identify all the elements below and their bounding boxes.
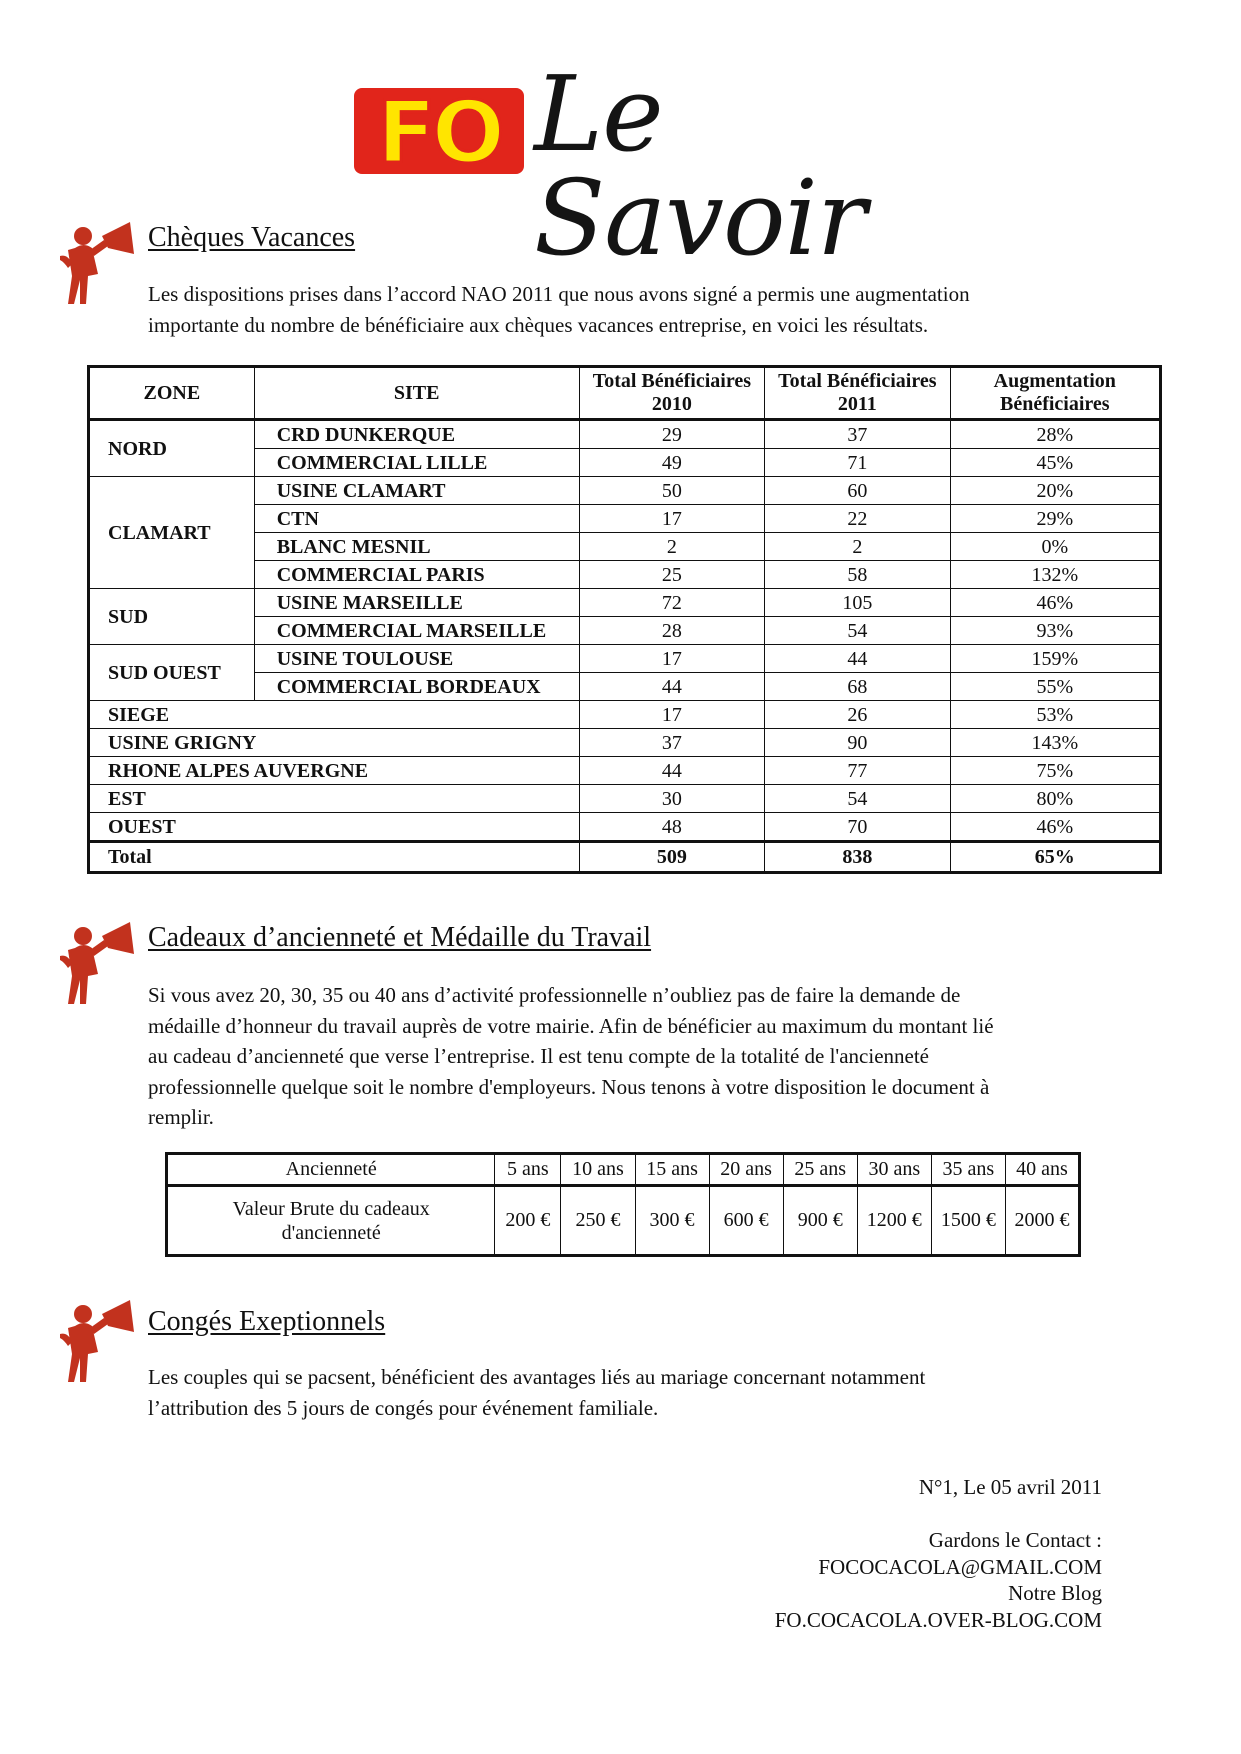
table-row bbox=[89, 729, 1161, 757]
anciennete-value-cell: 200 € bbox=[495, 1186, 561, 1256]
table-row bbox=[89, 420, 1161, 449]
anciennete-year-cell: 30 ans bbox=[857, 1154, 931, 1186]
anciennete-years-row bbox=[167, 1154, 1080, 1186]
total-2011-cell: 70 bbox=[765, 813, 950, 842]
augmentation-cell: 80% bbox=[950, 785, 1160, 813]
anciennete-year-cell: 20 ans bbox=[709, 1154, 783, 1186]
zone-cell: SUD OUEST bbox=[89, 645, 255, 701]
site-cell: COMMERCIAL LILLE bbox=[254, 449, 579, 477]
augmentation-cell: 132% bbox=[950, 561, 1160, 589]
anciennete-year-cell: 5 ans bbox=[495, 1154, 561, 1186]
zone-cell: SUD bbox=[89, 589, 255, 645]
total-2010-cell: 509 bbox=[579, 842, 764, 873]
issue-date: N°1, Le 05 avril 2011 bbox=[918, 1475, 1102, 1499]
augmentation-cell: 93% bbox=[950, 617, 1160, 645]
total-2011-cell: 68 bbox=[765, 673, 950, 701]
total-2011-cell: 77 bbox=[765, 757, 950, 785]
intro-line: importante du nombre de bénéficiaire aux chèques vacances entreprise, en voici les résultats. bbox=[148, 312, 929, 337]
total-2011-cell: 105 bbox=[765, 589, 950, 617]
contact-label: Gardons le Contact : bbox=[928, 1528, 1102, 1552]
zone-cell: NORD bbox=[89, 420, 255, 477]
total-2011-cell: 37 bbox=[765, 420, 950, 449]
masthead bbox=[352, 53, 912, 279]
total-2011-cell: 838 bbox=[765, 842, 950, 873]
intro-line: Les dispositions prises dans l’accord NAO 2011 que nous avons signé a permis une augmentation bbox=[148, 282, 970, 306]
anciennete-value-cell: 600 € bbox=[709, 1186, 783, 1256]
total-2010-cell: 29 bbox=[579, 420, 764, 449]
table-row bbox=[89, 813, 1161, 842]
section-title-cheques-vacances: Chèques Vacances bbox=[148, 222, 356, 253]
anciennete-values-row bbox=[167, 1186, 1080, 1256]
augmentation-cell: 53% bbox=[950, 701, 1160, 729]
site-cell: OUEST bbox=[89, 813, 580, 842]
total-2010-cell: 50 bbox=[579, 477, 764, 505]
row-label-valeur: Valeur Brute du cadeaux d'ancienneté bbox=[167, 1186, 495, 1256]
contact-block bbox=[775, 1527, 1102, 1633]
anciennete-value-cell: 300 € bbox=[635, 1186, 709, 1256]
anciennete-value-cell: 1200 € bbox=[857, 1186, 931, 1256]
section-title-cadeaux-anciennete: Cadeaux d’ancienneté et Médaille du Travail bbox=[148, 922, 652, 953]
section-title-conges: Congés Exeptionnels bbox=[148, 1306, 386, 1337]
site-cell: CTN bbox=[254, 505, 579, 533]
total-2011-cell: 60 bbox=[765, 477, 950, 505]
site-cell: CRD DUNKERQUE bbox=[254, 420, 579, 449]
anciennete-year-cell: 35 ans bbox=[931, 1154, 1005, 1186]
megaphone-mascot-icon bbox=[58, 1298, 138, 1384]
total-2010-cell: 2 bbox=[579, 533, 764, 561]
blog-label: Notre Blog bbox=[1008, 1581, 1102, 1605]
augmentation-cell: 46% bbox=[950, 813, 1160, 842]
augmentation-cell: 29% bbox=[950, 505, 1160, 533]
col-header-site: SITE bbox=[254, 367, 579, 420]
total-2011-cell: 58 bbox=[765, 561, 950, 589]
augmentation-cell: 20% bbox=[950, 477, 1160, 505]
anciennete-value-cell: 900 € bbox=[783, 1186, 857, 1256]
anciennete-table bbox=[165, 1152, 1081, 1257]
megaphone-mascot-icon bbox=[58, 920, 138, 1006]
anciennete-year-cell: 10 ans bbox=[561, 1154, 635, 1186]
anciennete-value-cell: 1500 € bbox=[931, 1186, 1005, 1256]
total-2010-cell: 44 bbox=[579, 757, 764, 785]
total-2010-cell: 72 bbox=[579, 589, 764, 617]
table-total-row bbox=[89, 842, 1161, 873]
table-row bbox=[89, 477, 1161, 505]
site-cell: USINE CLAMART bbox=[254, 477, 579, 505]
section-intro: Si vous avez 20, 30, 35 ou 40 ans d’activité professionnelle n’oubliez pas de faire la demande de médaille d’honneur du travail auprès de votre mairie. Afin de bénéficier au maximum du montant lié au cadeau d’ancienneté que verse l’entreprise. Il est tenu compte de la totalité de l'ancienneté professionnelle quelque soit le nombre d'employeurs. Nous tenons à votre disposition le document à remplir. bbox=[148, 983, 994, 1129]
total-2011-cell: 2 bbox=[765, 533, 950, 561]
masthead-title: Le Savoir bbox=[534, 53, 866, 279]
total-2010-cell: 25 bbox=[579, 561, 764, 589]
site-cell: USINE GRIGNY bbox=[89, 729, 580, 757]
section-intro bbox=[148, 279, 970, 340]
total-2011-cell: 71 bbox=[765, 449, 950, 477]
total-label: Total bbox=[89, 842, 580, 873]
augmentation-cell: 159% bbox=[950, 645, 1160, 673]
zone-cell: CLAMART bbox=[89, 477, 255, 589]
augmentation-cell: 28% bbox=[950, 420, 1160, 449]
section-intro: Les couples qui se pacsent, bénéficient des avantages liés au mariage concernant notamment l’attribution des 5 jours de congés pour événement familiale. bbox=[148, 1365, 926, 1420]
site-cell: RHONE ALPES AUVERGNE bbox=[89, 757, 580, 785]
total-2010-cell: 49 bbox=[579, 449, 764, 477]
site-cell: BLANC MESNIL bbox=[254, 533, 579, 561]
site-cell: EST bbox=[89, 785, 580, 813]
col-header-total-2011: Total Bénéficiaires 2011 bbox=[765, 367, 950, 420]
anciennete-year-cell: 40 ans bbox=[1005, 1154, 1079, 1186]
site-cell: COMMERCIAL BORDEAUX bbox=[254, 673, 579, 701]
anciennete-year-cell: 15 ans bbox=[635, 1154, 709, 1186]
col-header-zone: ZONE bbox=[89, 367, 255, 420]
fo-logo bbox=[352, 84, 528, 180]
total-2011-cell: 26 bbox=[765, 701, 950, 729]
anciennete-value-cell: 250 € bbox=[561, 1186, 635, 1256]
anciennete-year-cell: 25 ans bbox=[783, 1154, 857, 1186]
augmentation-cell: 55% bbox=[950, 673, 1160, 701]
table-row bbox=[89, 757, 1161, 785]
table-header-row bbox=[89, 367, 1161, 420]
site-cell: COMMERCIAL PARIS bbox=[254, 561, 579, 589]
svg-text:FO: FO bbox=[377, 84, 501, 180]
cheques-vacances-table bbox=[87, 365, 1162, 874]
total-2010-cell: 17 bbox=[579, 645, 764, 673]
total-2010-cell: 17 bbox=[579, 505, 764, 533]
total-2010-cell: 17 bbox=[579, 701, 764, 729]
total-2011-cell: 54 bbox=[765, 617, 950, 645]
total-2010-cell: 37 bbox=[579, 729, 764, 757]
total-2011-cell: 90 bbox=[765, 729, 950, 757]
col-header-total-2010: Total Bénéficiaires 2010 bbox=[579, 367, 764, 420]
total-2010-cell: 44 bbox=[579, 673, 764, 701]
row-label-anciennete: Ancienneté bbox=[167, 1154, 495, 1186]
site-cell: USINE TOULOUSE bbox=[254, 645, 579, 673]
augmentation-cell: 45% bbox=[950, 449, 1160, 477]
site-cell: SIEGE bbox=[89, 701, 580, 729]
augmentation-cell: 143% bbox=[950, 729, 1160, 757]
total-2010-cell: 28 bbox=[579, 617, 764, 645]
blog-url-link[interactable]: FO.COCACOLA.OVER-BLOG.COM bbox=[774, 1607, 1102, 1632]
total-2010-cell: 48 bbox=[579, 813, 764, 842]
table-body bbox=[89, 420, 1161, 873]
table-row bbox=[89, 645, 1161, 673]
col-header-augmentation: Augmentation Bénéficiaires bbox=[950, 367, 1160, 420]
table-row bbox=[89, 589, 1161, 617]
contact-email[interactable]: FOCOCACOLA@GMAIL.COM bbox=[818, 1554, 1102, 1579]
table-row bbox=[89, 785, 1161, 813]
augmentation-cell: 0% bbox=[950, 533, 1160, 561]
megaphone-mascot-icon bbox=[58, 220, 138, 306]
site-cell: COMMERCIAL MARSEILLE bbox=[254, 617, 579, 645]
total-2011-cell: 54 bbox=[765, 785, 950, 813]
site-cell: USINE MARSEILLE bbox=[254, 589, 579, 617]
augmentation-cell: 46% bbox=[950, 589, 1160, 617]
table-row bbox=[89, 701, 1161, 729]
total-2010-cell: 30 bbox=[579, 785, 764, 813]
augmentation-cell: 65% bbox=[950, 842, 1160, 873]
augmentation-cell: 75% bbox=[950, 757, 1160, 785]
anciennete-value-cell: 2000 € bbox=[1005, 1186, 1079, 1256]
total-2011-cell: 44 bbox=[765, 645, 950, 673]
total-2011-cell: 22 bbox=[765, 505, 950, 533]
